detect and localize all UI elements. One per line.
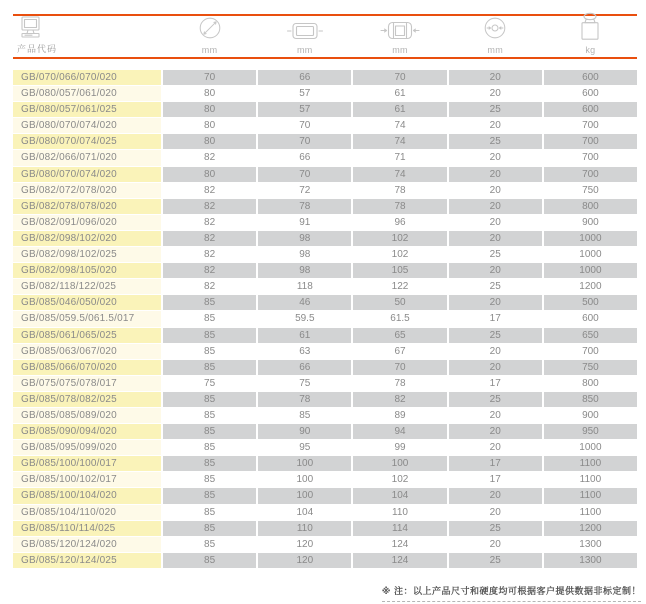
value-cell: 25 [449, 392, 542, 407]
product-code-cell: GB/085/104/110/020 [13, 505, 161, 520]
product-code-cell: GB/085/100/102/017 [13, 472, 161, 487]
product-code-cell: GB/085/100/104/020 [13, 488, 161, 503]
product-code-cell: GB/080/057/061/025 [13, 102, 161, 117]
value-cell: 20 [449, 488, 542, 503]
product-code-cell: GB/085/063/067/020 [13, 344, 161, 359]
value-cell: 85 [163, 295, 256, 310]
value-cell: 61.5 [353, 311, 446, 326]
value-cell: 20 [449, 408, 542, 423]
product-code-cell: GB/080/070/074/020 [13, 167, 161, 182]
value-cell: 20 [449, 424, 542, 439]
value-cell: 124 [353, 537, 446, 552]
table-row [13, 183, 637, 198]
value-cell: 66 [258, 70, 351, 85]
product-code-cell: GB/085/078/082/025 [13, 392, 161, 407]
value-cell: 59.5 [258, 311, 351, 326]
computer-icon [17, 16, 44, 40]
value-cell: 50 [353, 295, 446, 310]
value-cell: 20 [449, 295, 542, 310]
value-cell: 1000 [544, 263, 637, 278]
value-cell: 67 [353, 344, 446, 359]
value-cell: 61 [353, 102, 446, 117]
column-header-product-code [13, 18, 161, 55]
value-cell: 96 [353, 215, 446, 230]
value-cell: 89 [353, 408, 446, 423]
value-cell: 82 [163, 247, 256, 262]
value-cell: 74 [353, 167, 446, 182]
value-cell: 25 [449, 279, 542, 294]
column-header-face-width [258, 18, 351, 55]
value-cell: 66 [258, 150, 351, 165]
value-cell: 102 [353, 247, 446, 262]
table-row [13, 376, 637, 391]
product-code-cell: GB/082/118/122/025 [13, 279, 161, 294]
product-code-cell: GB/080/057/061/020 [13, 86, 161, 101]
value-cell: 80 [163, 167, 256, 182]
value-cell: 17 [449, 376, 542, 391]
value-cell: 20 [449, 263, 542, 278]
value-cell: 100 [258, 488, 351, 503]
unit-label: mm [201, 45, 218, 55]
table-row [13, 199, 637, 214]
value-cell: 85 [163, 392, 256, 407]
product-code-cell: GB/085/059.5/061.5/017 [13, 311, 161, 326]
value-cell: 70 [258, 167, 351, 182]
value-cell: 20 [449, 150, 542, 165]
product-code-cell: GB/085/095/099/020 [13, 440, 161, 455]
product-code-cell: GB/085/120/124/020 [13, 537, 161, 552]
product-code-cell: GB/082/098/105/020 [13, 263, 161, 278]
value-cell: 78 [353, 183, 446, 198]
footnote-text: ※ 注：以上产品尺寸和硬度均可根据客户提供数据非标定制！ [381, 586, 641, 596]
value-cell: 100 [258, 456, 351, 471]
value-cell: 78 [353, 199, 446, 214]
value-cell: 90 [258, 424, 351, 439]
value-cell: 700 [544, 118, 637, 133]
value-cell: 78 [258, 199, 351, 214]
value-cell: 85 [163, 424, 256, 439]
value-cell: 1200 [544, 279, 637, 294]
value-cell: 700 [544, 344, 637, 359]
value-cell: 104 [258, 505, 351, 520]
value-cell: 500 [544, 295, 637, 310]
value-cell: 78 [353, 376, 446, 391]
value-cell: 72 [258, 183, 351, 198]
table-row [13, 505, 637, 520]
value-cell: 102 [353, 231, 446, 246]
value-cell: 1000 [544, 247, 637, 262]
value-cell: 104 [353, 488, 446, 503]
table-row [13, 215, 637, 230]
value-cell: 71 [353, 150, 446, 165]
product-code-cell: GB/080/070/074/020 [13, 118, 161, 133]
unit-label: mm [297, 45, 313, 55]
value-cell: 750 [544, 183, 637, 198]
value-cell: 25 [449, 521, 542, 536]
table-row [13, 247, 637, 262]
value-cell: 20 [449, 86, 542, 101]
value-cell: 700 [544, 150, 637, 165]
value-cell: 75 [258, 376, 351, 391]
value-cell: 900 [544, 408, 637, 423]
value-cell: 85 [163, 408, 256, 423]
table-row [13, 295, 637, 310]
value-cell: 95 [258, 440, 351, 455]
value-cell: 85 [163, 537, 256, 552]
value-cell: 57 [258, 86, 351, 101]
value-cell: 17 [449, 472, 542, 487]
value-cell: 600 [544, 102, 637, 117]
unit-label: mm [487, 45, 504, 55]
product-code-cell: GB/082/066/071/020 [13, 150, 161, 165]
value-cell: 950 [544, 424, 637, 439]
value-cell: 80 [163, 86, 256, 101]
value-cell: 20 [449, 167, 542, 182]
value-cell: 74 [353, 118, 446, 133]
roller-overall-width-icon [380, 20, 420, 42]
footnote [382, 584, 641, 602]
table-row [13, 231, 637, 246]
value-cell: 20 [449, 199, 542, 214]
product-code-cell: GB/085/120/124/025 [13, 553, 161, 568]
value-cell: 1200 [544, 521, 637, 536]
value-cell: 850 [544, 392, 637, 407]
value-cell: 124 [353, 553, 446, 568]
value-cell: 114 [353, 521, 446, 536]
value-cell: 800 [544, 199, 637, 214]
table-row [13, 488, 637, 503]
value-cell: 100 [353, 456, 446, 471]
value-cell: 70 [353, 360, 446, 375]
value-cell: 600 [544, 311, 637, 326]
value-cell: 80 [163, 102, 256, 117]
table-row [13, 553, 637, 568]
table-row [13, 521, 637, 536]
table-row [13, 279, 637, 294]
value-cell: 25 [449, 553, 542, 568]
value-cell: 1000 [544, 440, 637, 455]
value-cell: 750 [544, 360, 637, 375]
table-row [13, 344, 637, 359]
value-cell: 20 [449, 440, 542, 455]
value-cell: 700 [544, 134, 637, 149]
value-cell: 20 [449, 537, 542, 552]
table-row [13, 167, 637, 182]
value-cell: 94 [353, 424, 446, 439]
unit-label: mm [392, 45, 408, 55]
value-cell: 110 [258, 521, 351, 536]
value-cell: 900 [544, 215, 637, 230]
table-row [13, 86, 637, 101]
value-cell: 70 [258, 134, 351, 149]
value-cell: 98 [258, 263, 351, 278]
value-cell: 20 [449, 344, 542, 359]
product-code-cell: GB/082/098/102/020 [13, 231, 161, 246]
spec-table [13, 70, 637, 568]
product-code-cell: GB/085/046/050/020 [13, 295, 161, 310]
table-row [13, 440, 637, 455]
value-cell: 82 [353, 392, 446, 407]
value-cell: 80 [163, 134, 256, 149]
value-cell: 20 [449, 118, 542, 133]
value-cell: 82 [163, 150, 256, 165]
value-cell: 85 [163, 553, 256, 568]
table-row [13, 134, 637, 149]
value-cell: 85 [163, 456, 256, 471]
roller-face-width-icon [286, 20, 324, 42]
value-cell: 82 [163, 215, 256, 230]
value-cell: 600 [544, 86, 637, 101]
catalog-page [13, 0, 641, 604]
value-cell: 1100 [544, 456, 637, 471]
value-cell: 78 [258, 392, 351, 407]
value-cell: 82 [163, 183, 256, 198]
value-cell: 20 [449, 505, 542, 520]
value-cell: 63 [258, 344, 351, 359]
value-cell: 118 [258, 279, 351, 294]
value-cell: 800 [544, 376, 637, 391]
value-cell: 65 [353, 328, 446, 343]
table-row [13, 118, 637, 133]
value-cell: 70 [163, 70, 256, 85]
value-cell: 85 [163, 360, 256, 375]
product-code-cell: GB/085/100/100/017 [13, 456, 161, 471]
value-cell: 66 [258, 360, 351, 375]
top-divider [13, 14, 637, 16]
column-header-weight [544, 18, 637, 55]
table-row [13, 150, 637, 165]
column-header-bore [449, 18, 542, 55]
value-cell: 85 [163, 472, 256, 487]
value-cell: 82 [163, 199, 256, 214]
value-cell: 99 [353, 440, 446, 455]
header-divider [13, 57, 637, 59]
value-cell: 20 [449, 183, 542, 198]
value-cell: 85 [163, 311, 256, 326]
table-row [13, 472, 637, 487]
value-cell: 20 [449, 231, 542, 246]
value-cell: 105 [353, 263, 446, 278]
value-cell: 100 [258, 472, 351, 487]
value-cell: 57 [258, 102, 351, 117]
value-cell: 85 [163, 344, 256, 359]
value-cell: 120 [258, 553, 351, 568]
bore-diameter-icon [481, 14, 509, 42]
value-cell: 650 [544, 328, 637, 343]
value-cell: 600 [544, 70, 637, 85]
column-header-diameter [163, 18, 256, 55]
product-code-cell: GB/082/091/096/020 [13, 215, 161, 230]
value-cell: 61 [353, 86, 446, 101]
diameter-icon [196, 14, 224, 42]
value-cell: 25 [449, 328, 542, 343]
table-row [13, 408, 637, 423]
value-cell: 110 [353, 505, 446, 520]
unit-label: kg [585, 45, 596, 55]
table-row [13, 311, 637, 326]
value-cell: 61 [258, 328, 351, 343]
table-row [13, 537, 637, 552]
value-cell: 20 [449, 360, 542, 375]
value-cell: 120 [258, 537, 351, 552]
table-row [13, 392, 637, 407]
value-cell: 102 [353, 472, 446, 487]
value-cell: 1100 [544, 488, 637, 503]
value-cell: 85 [163, 505, 256, 520]
product-code-cell: GB/085/085/089/020 [13, 408, 161, 423]
value-cell: 46 [258, 295, 351, 310]
value-cell: 17 [449, 456, 542, 471]
table-row [13, 263, 637, 278]
value-cell: 85 [163, 488, 256, 503]
value-cell: 82 [163, 263, 256, 278]
product-code-cell: GB/085/110/114/025 [13, 521, 161, 536]
product-code-cell: GB/080/070/074/025 [13, 134, 161, 149]
product-code-cell: GB/082/078/078/020 [13, 199, 161, 214]
product-code-cell: GB/085/061/065/025 [13, 328, 161, 343]
table-row [13, 424, 637, 439]
value-cell: 1000 [544, 231, 637, 246]
value-cell: 91 [258, 215, 351, 230]
product-code-label: 产品代码 [17, 44, 58, 54]
table-header [13, 18, 637, 55]
value-cell: 98 [258, 247, 351, 262]
product-code-cell: GB/085/066/070/020 [13, 360, 161, 375]
product-code-cell: GB/070/066/070/020 [13, 70, 161, 85]
value-cell: 1100 [544, 472, 637, 487]
value-cell: 25 [449, 102, 542, 117]
value-cell: 122 [353, 279, 446, 294]
table-row [13, 456, 637, 471]
product-code-cell: GB/075/075/078/017 [13, 376, 161, 391]
value-cell: 20 [449, 70, 542, 85]
value-cell: 98 [258, 231, 351, 246]
product-code-cell: GB/082/098/102/025 [13, 247, 161, 262]
table-row [13, 328, 637, 343]
value-cell: 17 [449, 311, 542, 326]
value-cell: 85 [163, 328, 256, 343]
column-header-overall-width [353, 18, 446, 55]
value-cell: 1300 [544, 553, 637, 568]
value-cell: 70 [258, 118, 351, 133]
value-cell: 82 [163, 279, 256, 294]
table-row [13, 70, 637, 85]
weight-icon [577, 12, 603, 42]
table-row [13, 360, 637, 375]
product-code-cell: GB/082/072/078/020 [13, 183, 161, 198]
table-row [13, 102, 637, 117]
value-cell: 700 [544, 167, 637, 182]
value-cell: 20 [449, 215, 542, 230]
value-cell: 75 [163, 376, 256, 391]
value-cell: 80 [163, 118, 256, 133]
value-cell: 85 [163, 521, 256, 536]
product-code-cell: GB/085/090/094/020 [13, 424, 161, 439]
value-cell: 85 [258, 408, 351, 423]
value-cell: 1300 [544, 537, 637, 552]
value-cell: 85 [163, 440, 256, 455]
value-cell: 82 [163, 231, 256, 246]
value-cell: 1100 [544, 505, 637, 520]
value-cell: 70 [353, 70, 446, 85]
value-cell: 25 [449, 247, 542, 262]
value-cell: 25 [449, 134, 542, 149]
value-cell: 74 [353, 134, 446, 149]
